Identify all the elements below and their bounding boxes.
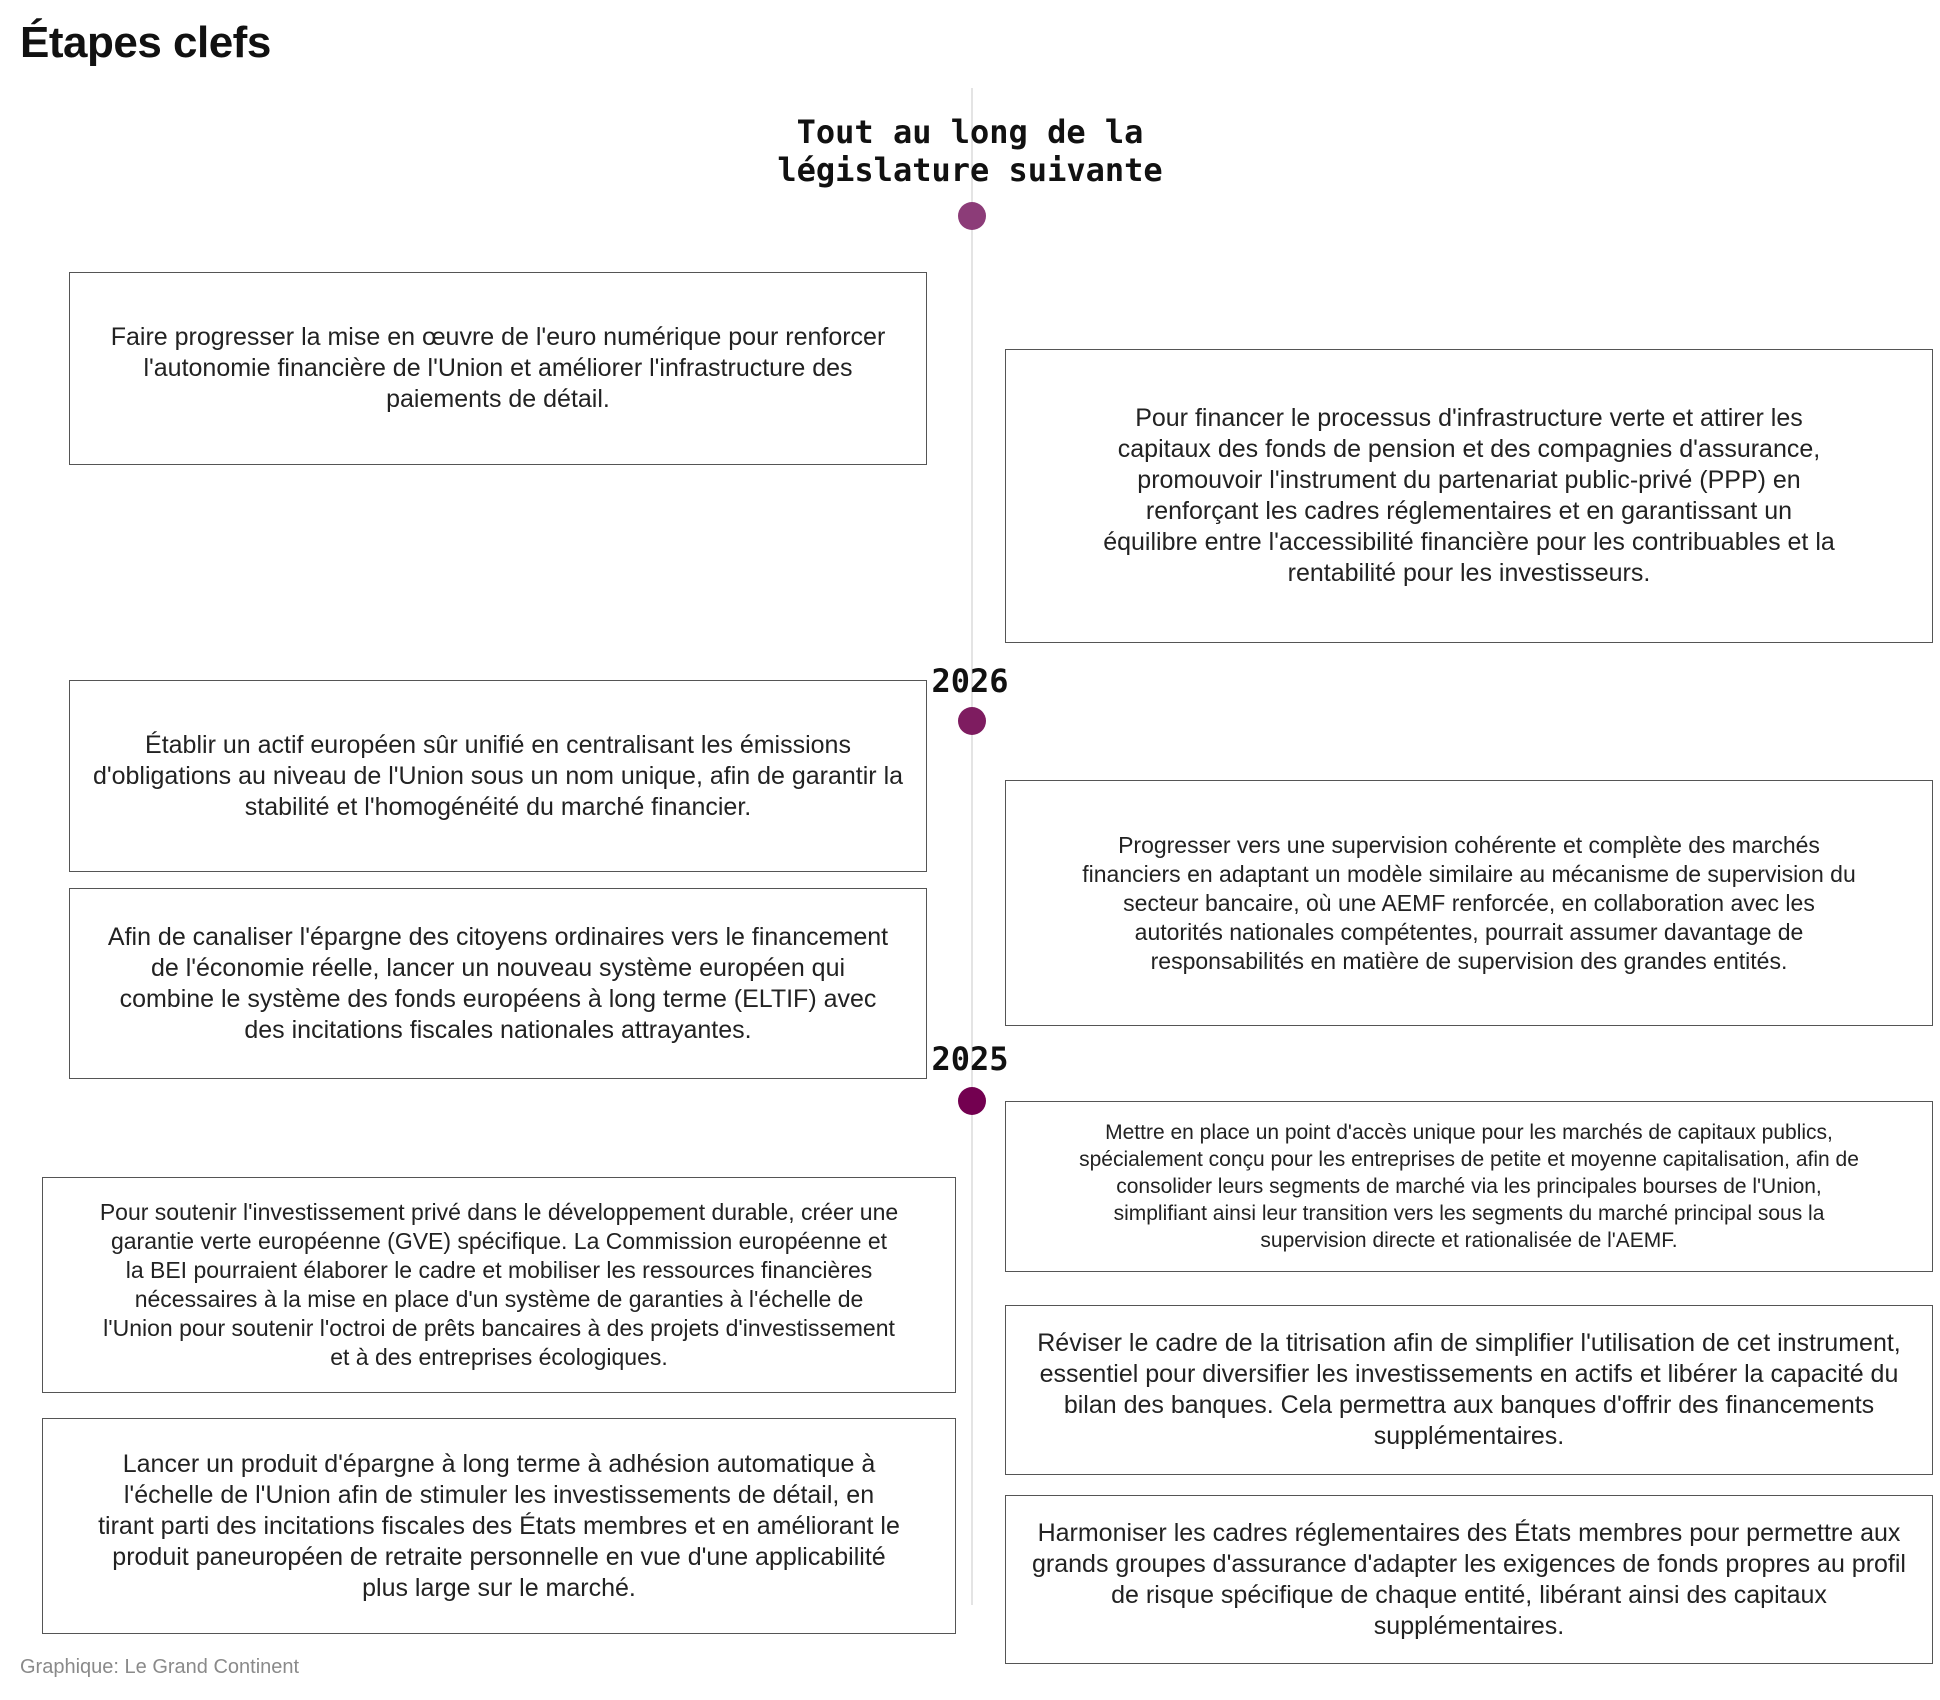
milestone-text: Lancer un produit d'épargne à long terme à adhésion automatique à l'échelle de l'Union afin de stimuler les investissements de détail, en tirant parti des incitations fiscales des États membres et en améliorant le produit paneuropéen de retraite personnelle en vue d'une applicabilité plus large sur le marché. (98, 1449, 900, 1602)
timeline-axis (971, 88, 973, 1605)
period-marker-2025 (958, 1087, 986, 1115)
milestone-text: Mettre en place un point d'accès unique pour les marchés de capitaux publics, spécialement conçu pour les entreprises de petite et moyenne capitalisation, afin de consolider leurs segments de marché via les principales bourses de l'Union, simplifiant ainsi leur transition vers les segments du marché principal sous la supervision directe et rationalisée de l'AEMF. (1079, 1121, 1859, 1252)
milestone-card (69, 680, 927, 872)
milestone-card (42, 1177, 956, 1393)
milestone-card (1005, 349, 1933, 643)
milestone-card (1005, 1495, 1933, 1664)
milestone-text: Établir un actif européen sûr unifié en centralisant les émissions d'obligations au niveau de l'Union sous un nom unique, afin de garantir la stabilité et l'homogénéité du marché financier. (92, 730, 904, 821)
milestone-text: Progresser vers une supervision cohérente et complète des marchés financiers en adaptant un modèle similaire au mécanisme de supervision du secteur bancaire, où une AEMF renforcée, en collaboration avec les autorités nationales compétentes, pourrait assumer davantage de responsabilités en matière de supervision des grandes entités. (1082, 831, 1856, 974)
period-label-2026: 2026 (931, 662, 1009, 700)
milestone-card (69, 888, 927, 1079)
period-marker-2026 (958, 707, 986, 735)
milestone-text: Afin de canaliser l'épargne des citoyens ordinaires vers le financement de l'économie réelle, lancer un nouveau système européen qui combine le système des fonds européens à long terme (ELTIF) avec des incitations fiscales nationales attrayantes. (107, 922, 889, 1044)
milestone-text: Faire progresser la mise en œuvre de l'euro numérique pour renforcer l'autonomie financière de l'Union et améliorer l'infrastructure des paiements de détail. (110, 323, 886, 413)
milestone-card (1005, 1305, 1933, 1475)
period-label-legislature: Tout au long de la législature suivante (777, 113, 1163, 189)
milestone-card (69, 272, 927, 465)
source-credit: Graphique: Le Grand Continent (20, 1656, 300, 1678)
chart-title: Étapes clefs (20, 18, 271, 67)
milestone-card (1005, 1101, 1933, 1272)
period-marker-legislature (958, 202, 986, 230)
milestone-text: Réviser le cadre de la titrisation afin de simplifier l'utilisation de cet instrument, essentiel pour diversifier les investissements en actifs et libérer la capacité du bilan des banques. Cela permettra aux banques d'offrir des financements supplémentaires. (1037, 1329, 1901, 1450)
milestone-card (1005, 780, 1933, 1026)
milestone-text: Harmoniser les cadres réglementaires des États membres pour permettre aux grands groupes d'assurance d'adapter les exigences de fonds propres au profil de risque spécifique de chaque entité, libérant ainsi des capitaux supplémentaires. (1032, 1518, 1906, 1640)
milestone-text: Pour soutenir l'investissement privé dans le développement durable, créer une garantie verte européenne (GVE) spécifique. La Commission européenne et la BEI pourraient élaborer le cadre et mobiliser les ressources financières nécessaires à la mise en place d'un système de garanties à l'échelle de l'Union pour soutenir l'octroi de prêts bancaires à des projets d'investissement et à des entreprises écologiques. (99, 1199, 899, 1370)
milestone-text: Pour financer le processus d'infrastructure verte et attirer les capitaux des fonds de pension et des compagnies d'assurance, promouvoir l'instrument du partenariat public-privé (PPP) en renforçant les cadres réglementaires et en garantissant un équilibre entre l'accessibilité financière pour les contribuables et la rentabilité pour les investisseurs. (1103, 404, 1835, 587)
period-label-2025: 2025 (931, 1040, 1009, 1078)
milestone-card (42, 1418, 956, 1634)
